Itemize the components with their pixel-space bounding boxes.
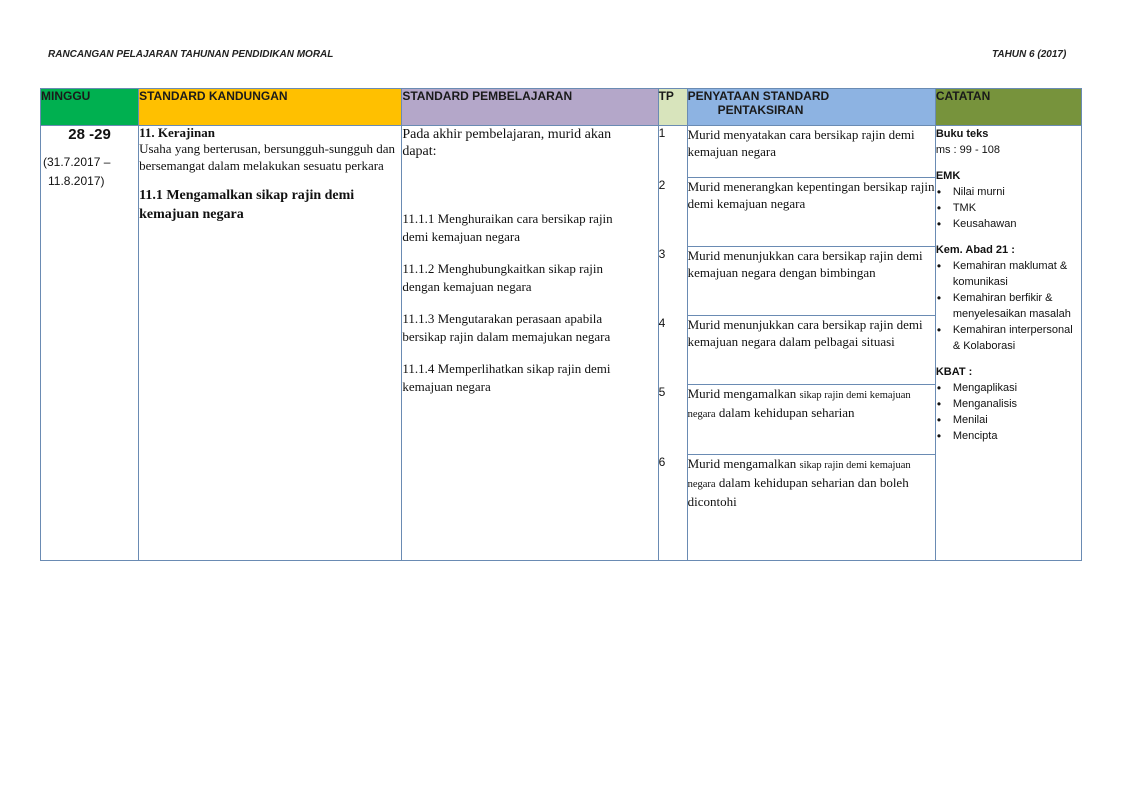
date-range (41, 153, 138, 191)
list-item: • Menilai (936, 412, 1081, 428)
week-range: 28 -29 (68, 126, 111, 143)
list-item: • Nilai murni (936, 184, 1081, 200)
stmt6-part-a: Murid mengamalkan (687, 456, 797, 471)
list-item: • Keusahawan (936, 216, 1081, 232)
stmt5-part-c: dalam kehidupan seharian (718, 405, 855, 420)
list-item: • Kemahiran berfikir & menyelesaikan masalah (936, 290, 1081, 322)
assessment-statement: Murid menunjukkan cara bersikap rajin demi kemajuan negara dengan bimbingan (688, 246, 936, 281)
tp-level: 2 (658, 178, 666, 192)
col-header-catatan: CATATAN (935, 89, 1081, 126)
cell-standard-pembelajaran (402, 126, 658, 561)
assessment-statement (688, 454, 936, 510)
emk-label: EMK (935, 170, 961, 182)
learning-standard-item: 11.1.2 Menghubungkaitkan sikap rajin dengan kemajuan negara (402, 261, 603, 294)
tp-level: 1 (658, 126, 666, 140)
learning-intro: Pada akhir pembelajaran, murid akan dapat: (402, 127, 612, 159)
notes (936, 126, 1081, 444)
book-label: Buku teks (935, 128, 989, 140)
cell-penyataan-standard (687, 126, 935, 561)
abad21-label: Kem. Abad 21 : (935, 244, 1015, 256)
col-header-standard-pembelajaran: STANDARD PEMBELAJARAN (402, 89, 658, 126)
list-item: • Kemahiran maklumat & komunikasi (936, 258, 1081, 290)
list-item: • Mencipta (936, 428, 1081, 444)
emk-list (936, 184, 1081, 232)
col-header-penyataan-standard (687, 89, 935, 126)
content-standard: 11.1 Mengamalkan sikap rajin demi kemajuan negara (139, 188, 355, 222)
col-header-tp: TP (658, 89, 687, 126)
tp-level: 6 (658, 455, 666, 469)
pst-label-line2: PENTAKSIRAN (717, 103, 804, 117)
assessment-statement: Murid menyatakan cara bersikap rajin demi kemajuan negara (687, 127, 915, 159)
tp-level: 5 (658, 385, 666, 399)
lesson-plan-table (40, 88, 1082, 561)
learning-standard-item: 11.1.4 Memperlihatkan sikap rajin demi kemajuan negara (402, 361, 611, 394)
stmt5-part-b: sikap rajin demi kemajuan negara (687, 390, 911, 420)
list-item: • Kemahiran interpersonal & Kolaborasi (936, 322, 1081, 354)
document-title: RANCANGAN PELAJARAN TAHUNAN PENDIDIKAN MORAL (48, 49, 334, 60)
stmt6-part-c: dalam kehidupan seharian dan boleh dicontohi (687, 475, 909, 509)
table-row (41, 126, 1082, 561)
cell-minggu (41, 126, 139, 561)
list-item: • Mengaplikasi (936, 380, 1081, 396)
assessment-statement: Murid menerangkan kepentingan bersikap rajin demi kemajuan negara (687, 179, 935, 211)
date-end: 11.8.2017) (48, 174, 105, 188)
stmt6-part-b: sikap rajin demi kemajuan negara (687, 460, 911, 490)
document-year: TAHUN 6 (2017) (992, 49, 1067, 60)
learning-standard-item: 11.1.1 Menghuraikan cara bersikap rajin demi kemajuan negara (402, 211, 613, 244)
topic-title: 11. Kerajinan (139, 125, 215, 140)
tp-level: 4 (658, 316, 666, 330)
date-start: (31.7.2017 – (43, 155, 111, 169)
col-header-minggu: MINGGU (41, 89, 139, 126)
header-row (41, 89, 1082, 126)
cell-standard-kandungan (139, 126, 402, 561)
pst-label-line1: PENYATAAN STANDARD (687, 89, 830, 103)
cell-catatan (935, 126, 1081, 561)
list-item: • TMK (936, 200, 1081, 216)
cell-tp (658, 126, 687, 561)
assessment-statement: Murid menunjukkan cara bersikap rajin demi kemajuan negara dalam pelbagai situasi (688, 315, 936, 350)
abad21-list (936, 258, 1081, 354)
tp-level: 3 (658, 247, 666, 261)
book-pages: ms : 99 - 108 (935, 144, 1001, 156)
kbat-list (936, 380, 1081, 444)
col-header-standard-kandungan: STANDARD KANDUNGAN (139, 89, 402, 126)
learning-standard-item: 11.1.3 Mengutarakan perasaan apabila bersikap rajin dalam memajukan negara (402, 311, 611, 344)
topic-description: Usaha yang berterusan, bersungguh-sungguh dan bersemangat dalam melakukan sesuatu perkara (139, 141, 396, 173)
stmt5-part-a: Murid mengamalkan (687, 386, 797, 401)
assessment-statement (688, 384, 936, 423)
kbat-label: KBAT : (935, 366, 973, 378)
list-item: • Menganalisis (936, 396, 1081, 412)
